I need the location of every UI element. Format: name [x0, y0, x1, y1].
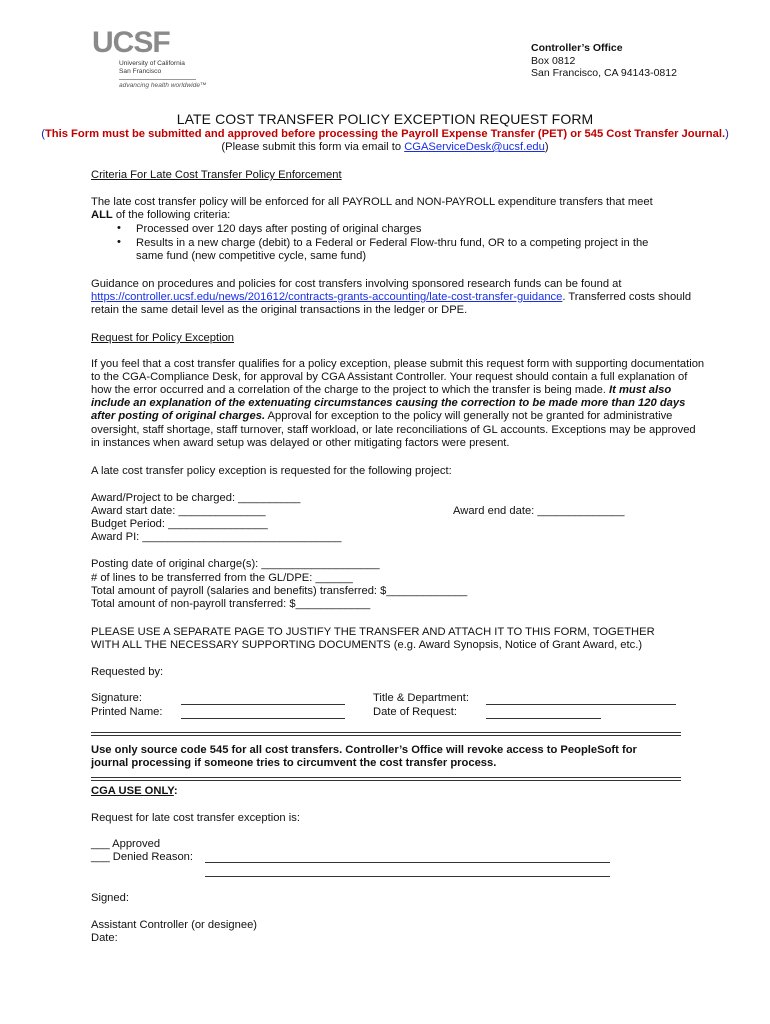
criteria-bullet-2: Results in a new charge (debit) to a Federal or Federal Flow-thru fund, OR to a competing project in the [136, 237, 649, 249]
lines-count-field[interactable]: # of lines to be transferred from the GL/DPE: ______ [91, 572, 353, 584]
notice-bottom-rule [91, 777, 681, 778]
office-city: San Francisco, CA 94143-0812 [531, 67, 677, 79]
separate-page-notice-cont: WITH ALL THE NECESSARY SUPPORTING DOCUMENTS (e.g. Award Synopsis, Notice of Grant Award, etc.) [91, 639, 643, 651]
posting-date-field[interactable]: Posting date of original charge(s): ___________________ [91, 558, 380, 570]
source-code-notice: Use only source code 545 for all cost transfers. Controller’s Office will revoke access to PeopleSoft for [91, 744, 637, 756]
office-box: Box 0812 [531, 54, 576, 67]
payroll-total-field[interactable]: Total amount of payroll (salaries and benefits) transferred: $_____________ [91, 585, 468, 597]
approved-option[interactable]: ___ Approved [91, 838, 161, 850]
logo-tagline: advancing health worldwide™ [119, 82, 207, 89]
award-pi-field[interactable]: Award PI: ________________________________ [91, 531, 342, 543]
cga-date-label: Date: [91, 932, 118, 944]
separate-page-notice: PLEASE USE A SEPARATE PAGE TO JUSTIFY THE TRANSFER AND ATTACH IT TO THIS FORM, TOGETHER [91, 626, 655, 638]
notice-top-rule-2 [91, 735, 681, 736]
criteria-intro: The late cost transfer policy will be enforced for all PAYROLL and NON-PAYROLL expenditure transfers that meet [91, 196, 653, 208]
bullet-icon: • [117, 222, 121, 234]
request-paragraph-line: how the error occurred and a correlation of the charge to the project to which the transfer is being made. It must also [91, 384, 672, 396]
logo-divider [119, 79, 196, 80]
date-of-request-input-line[interactable] [486, 718, 601, 719]
denied-reason-line-2[interactable] [205, 876, 610, 877]
criteria-bullet-2-cont: same fund (new competitive cycle, same fund) [136, 250, 367, 262]
request-paragraph-line: in instances when award setup was delayed or other mitigating factors were present. [91, 437, 510, 449]
signed-label: Signed: [91, 892, 129, 904]
nonpayroll-total-field[interactable]: Total amount of non-payroll transferred: $____________ [91, 598, 371, 610]
signature-label: Signature: [91, 692, 142, 704]
guidance-url-line: https://controller.ucsf.edu/news/201612/contracts-grants-accounting/late-cost-transfer-guidance. Transferred costs should [91, 291, 692, 303]
award-start-date-field[interactable]: Award start date: ______________ [91, 505, 266, 517]
submit-instructions: (Please submit this form via email to CGAServiceDesk@ucsf.edu) [221, 141, 549, 153]
signature-input-line[interactable] [181, 704, 345, 705]
requested-by-label: Requested by: [91, 666, 164, 678]
assistant-controller-label: Assistant Controller (or designee) [91, 919, 258, 931]
criteria-heading: Criteria For Late Cost Transfer Policy Enforcement [91, 169, 342, 181]
title-department-input-line[interactable] [486, 704, 676, 705]
ucsf-logo-mark: UCSF [92, 26, 170, 59]
cga-request-label: Request for late cost transfer exception is: [91, 812, 300, 824]
submission-notice: (This Form must be submitted and approved before processing the Payroll Expense Transfer (PET) or 545 Cost Transfer Journal.) [41, 128, 729, 140]
title-department-label: Title & Department: [373, 692, 469, 704]
request-paragraph-line: If you feel that a cost transfer qualifies for a policy exception, please submit this request form with supporting documentation [91, 358, 705, 370]
criteria-bullet-1: Processed over 120 days after posting of original charges [136, 223, 422, 235]
award-end-date-field[interactable]: Award end date: ______________ [453, 505, 625, 517]
cga-use-only-heading: CGA USE ONLY: [91, 785, 178, 797]
denied-option[interactable]: ___ Denied Reason: [91, 851, 194, 863]
guidance-link[interactable]: https://controller.ucsf.edu/news/201612/contracts-grants-accounting/late-cost-transfer-guidance [91, 291, 563, 303]
request-paragraph-line: include an explanation of the extenuating circumstances causing the correction to be made more than 120 days [91, 397, 686, 409]
logo-university-line: University of California [119, 60, 185, 67]
office-name: Controller’s Office [531, 42, 623, 54]
form-title: LATE COST TRANSFER POLICY EXCEPTION REQUEST FORM [176, 111, 594, 127]
budget-period-field[interactable]: Budget Period: ________________ [91, 518, 268, 530]
guidance-text-end: retain the same detail level as the original transactions in the ledger or DPE. [91, 304, 468, 316]
bullet-icon: • [117, 236, 121, 248]
denied-reason-line-1[interactable] [205, 862, 610, 863]
printed-name-label: Printed Name: [91, 706, 163, 718]
source-code-notice-cont: journal processing if someone tries to circumvent the cost transfer process. [91, 757, 497, 769]
notice-top-rule [91, 732, 681, 733]
notice-bottom-rule-2 [91, 780, 681, 781]
logo-campus-line: San Francisco [119, 68, 162, 75]
guidance-text: Guidance on procedures and policies for cost transfers involving sponsored research funds can be found at [91, 278, 622, 290]
date-of-request-label: Date of Request: [373, 706, 457, 718]
office-address-block [531, 42, 677, 80]
award-project-field[interactable]: Award/Project to be charged: __________ [91, 492, 301, 504]
printed-name-input-line[interactable] [181, 718, 345, 719]
request-heading: Request for Policy Exception [91, 332, 235, 344]
request-paragraph-line: to the CGA-Compliance Desk, for approval by CGA Assistant Controller. Your request should contain a full explanation of [91, 371, 688, 383]
request-paragraph-line: after posting of original charges. Approval for exception to the policy will generally not be granted for administrative [91, 410, 673, 422]
project-intro: A late cost transfer policy exception is requested for the following project: [91, 465, 452, 477]
email-link[interactable]: CGAServiceDesk@ucsf.edu [404, 141, 545, 153]
request-paragraph-line: oversight, staff shortage, staff turnover, staff workload, or late reconciliations of GL accounts. Exceptions may be approved [91, 424, 696, 436]
criteria-intro-2: ALL of the following criteria: [91, 209, 231, 221]
